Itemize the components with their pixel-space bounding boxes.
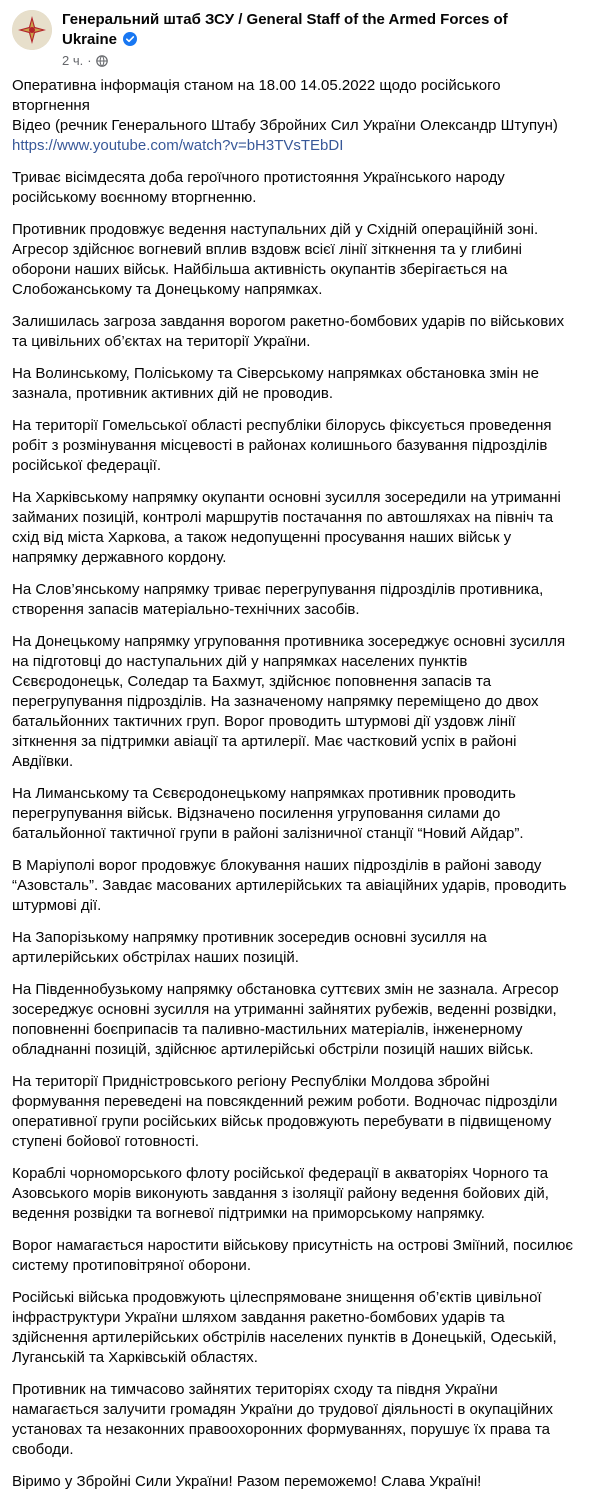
page-avatar[interactable] (12, 10, 52, 50)
post-meta (62, 54, 522, 68)
post-paragraph: На території Придністровського регіону Республіки Молдова збройні формування переведені на повсякденний режим роботи. Водночас підрозділи оперативної групи російських військ продовжують перебувати в підвищеному ступені бойової готовності. (12, 1073, 558, 1150)
post-paragraph: Ворог намагається наростити військову присутність на острові Зміїний, посилює систему протиповітряної оборони. (12, 1237, 574, 1274)
post-paragraph: На Донецькому напрямку угруповання противника зосереджує основні зусилля на підготовці до наступальних дій у напрямках населених пунктів Сєвєродонецьк, Соледар та Бахмут, здійснює поповнення запасів та перегрупування підрозділів. На зазначеному напрямку переміщено до двох батальйонних тактичних груп. Ворог проводить штурмові дії уздовж лінії зіткнення за підтримки авіації та артилерії. Має частковий успіх в районі Авдіївки. (12, 633, 566, 770)
verified-badge-icon (123, 32, 137, 46)
post-paragraph: На Харківському напрямку окупанти основні зусилля зосередили на утриманні займаних позицій, контролі маршрутів постачання по автошляхах на північ та схід від міста Харкова, а також недопущенні просування наших військ у напрямку державного кордону. (12, 489, 561, 566)
post-paragraph: На території Гомельської області республіки білорусь фіксується проведення робіт з розмінування місцевості в районах колишнього базування підрозділів російської федерації. (12, 417, 552, 474)
post-body (12, 76, 579, 1492)
post-timestamp[interactable]: 2 ч. (62, 53, 84, 68)
post-paragraph: Залишилась загроза завдання ворогом ракетно-бомбових ударів по військових та цивільних об’єктах на території України. (12, 313, 565, 350)
post-paragraph: На Південнобузькому напрямку обстановка суттєвих змін не зазнала. Агресор зосереджує основні зусилля на утриманні зайнятих рубежів, веденні розвідки, поповненні боєприпасів та паливно-мастильних матеріалів, інженерному обладнанні позицій, здійснює артилерійські обстріли позицій наших військ. (12, 981, 559, 1058)
post-paragraph: Віримо у Збройні Сили України! Разом переможемо! Слава Україні! (12, 1473, 482, 1490)
video-link[interactable]: https://www.youtube.com/watch?v=bH3TVsTEbDI (12, 137, 344, 154)
post-header (12, 8, 579, 68)
post-paragraph: На Запорізькому напрямку противник зосередив основні зусилля на артилерійських обстрілах наших позицій. (12, 929, 487, 966)
post-intro (12, 76, 579, 156)
post-paragraph: Кораблі чорноморського флоту російської федерації в акваторіях Чорного та Азовського морів виконують завдання з ізоляції району ведення бойових дій, ведення розвідки та вогневої підтримки на приморському напрямку. (12, 1165, 549, 1222)
intro-line: Відео (речник Генерального Штабу Збройних Сил України Олександр Штупун) (12, 117, 558, 134)
post-paragraph: На Лиманському та Сєвєродонецькому напрямках противник проводить перегрупування військ. Відзначено посилення угруповання силами до батальйонної тактичної групи в районі залізничної станції “Новий Айдар”. (12, 785, 524, 842)
globe-icon[interactable] (96, 55, 108, 67)
post-paragraph: Противник на тимчасово зайнятих територіях сходу та півдня України намагається залучити громадян України до трудової діяльності в окупаційних установах та незаконних правоохоронних формуваннях, порушує їх права та свободи. (12, 1381, 554, 1458)
page-name-link[interactable] (62, 10, 522, 50)
page-name[interactable]: Генеральний штаб ЗСУ / General Staff of the Armed Forces of Ukraine (62, 11, 508, 48)
header-text (62, 8, 522, 68)
intro-line: Оперативна інформація станом на 18.00 14.05.2022 щодо російського вторгнення (12, 77, 501, 114)
post-paragraph: Триває вісімдесята доба героїчного протистояння Українського народу російському воєнному вторгненню. (12, 169, 505, 206)
post-paragraph: Російські війська продовжують цілеспрямоване знищення об’єктів цивільної інфраструктури України шляхом завдання ракетно-бомбових ударів та здійснення артилерійських обстрілів населених пунктів в Донецькій, Одеській, Луганській та Харківській областях. (12, 1289, 557, 1366)
post-paragraph: На Волинському, Поліському та Сіверському напрямках обстановка змін не зазнала, противник активних дій не проводив. (12, 365, 539, 402)
meta-separator: · (87, 53, 92, 68)
post-paragraph: Противник продовжує ведення наступальних дій у Східній операційній зоні. Агресор здійснює вогневий вплив вздовж всієї лінії зіткнення та у глибині оборони наших військ. Найбільша активність окупантів зберігається на Слобожанському та Донецькому напрямках. (12, 221, 539, 298)
general-staff-emblem-icon (12, 10, 52, 50)
post-paragraph: На Слов’янському напрямку триває перегрупування підрозділів противника, створення запасів матеріально-технічних засобів. (12, 581, 544, 618)
post-paragraph: В Маріуполі ворог продовжує блокування наших підрозділів в районі заводу “Азовсталь”. Завдає масованих артилерійських та авіаційних ударів, проводить штурмові дії. (12, 857, 567, 914)
